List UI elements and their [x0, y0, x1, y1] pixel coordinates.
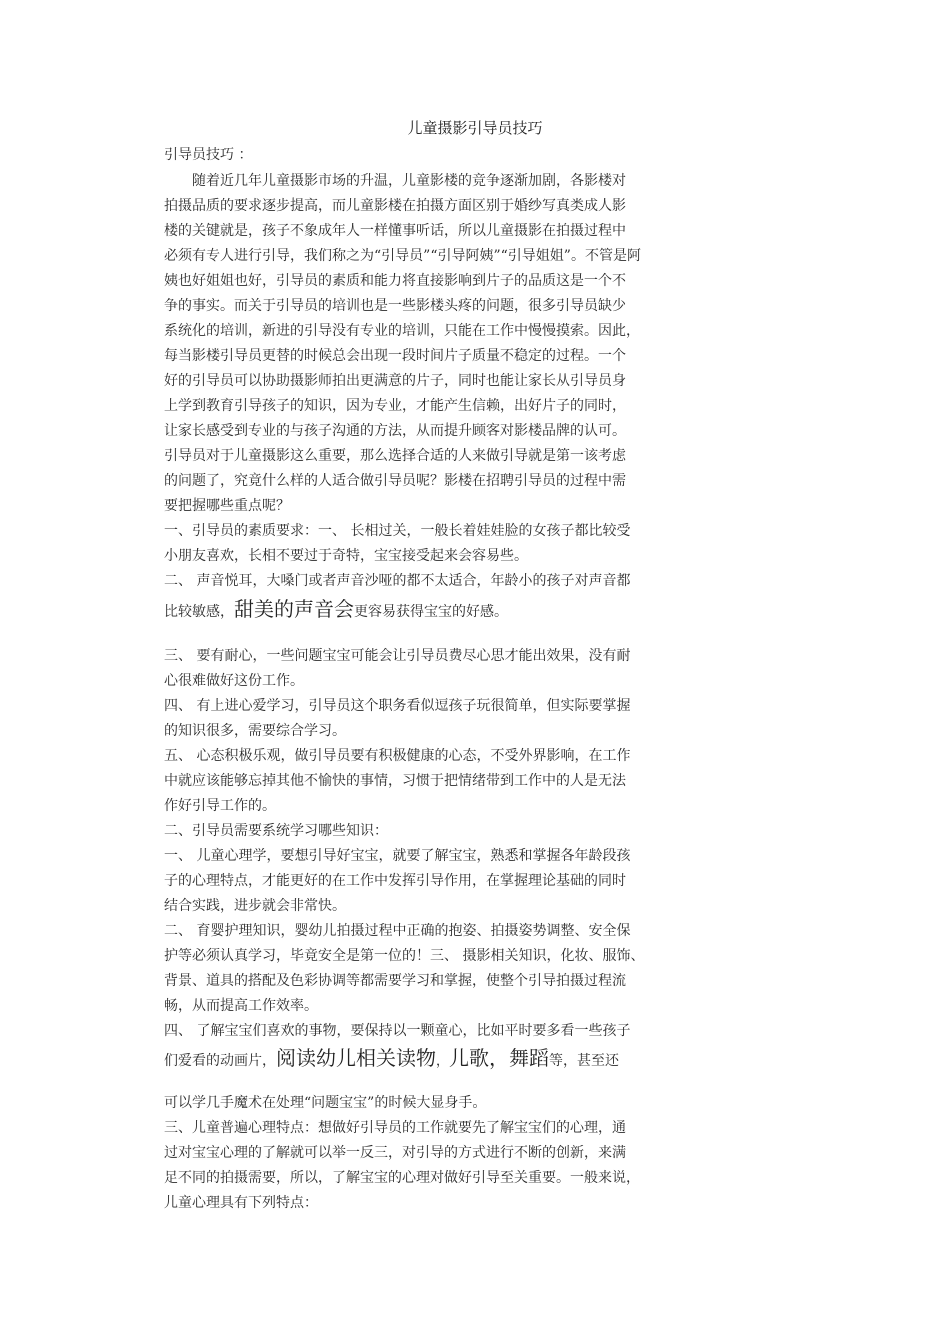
paragraph-line: 的知识很多，需要综合学习。	[164, 723, 346, 739]
mixed-text: 等，甚至还	[549, 1053, 620, 1069]
paragraph-line: 拍摄品质的要求逐步提高，而儿童影楼在拍摄方面区别于婚纱写真类成人影	[164, 198, 626, 214]
paragraph-line: 好的引导员可以协助摄影师拍出更满意的片子，同时也能让家长从引导员身	[164, 373, 626, 389]
paragraph-line: 作好引导工作的。	[164, 798, 276, 814]
paragraph-line: 四、 了解宝宝们喜欢的事物，要保持以一颗童心，比如平时要多看一些孩子	[164, 1023, 631, 1039]
large-text: 儿歌，舞蹈	[449, 1046, 550, 1070]
section-heading-3: 三、儿童普遍心理特点：想做好引导员的工作就要先了解宝宝们的心理，通	[164, 1120, 626, 1136]
mixed-text: 比较敏感，	[164, 604, 234, 620]
paragraph-line: 引导员对于儿童摄影这么重要，那么选择合适的人来做引导就是第一该考虑	[164, 448, 626, 464]
mixed-text: ，	[436, 1054, 450, 1069]
paragraph-line: 畅，从而提高工作效率。	[164, 998, 318, 1014]
paragraph-line: 结合实践，进步就会非常快。	[164, 898, 346, 914]
paragraph-line: 争的事实。而关于引导员的培训也是一些影楼头疼的问题，很多引导员缺少	[164, 298, 626, 314]
mixed-size-line	[164, 1046, 620, 1071]
paragraph-line: 随着近几年儿童摄影市场的升温，儿童影楼的竞争逐渐加剧，各影楼对	[192, 173, 626, 189]
paragraph-line: 一、 儿童心理学，要想引导好宝宝，就要了解宝宝，熟悉和掌握各年龄段孩	[164, 848, 631, 864]
paragraph-line: 四、 有上进心爱学习，引导员这个职务看似逗孩子玩很简单，但实际要掌握	[164, 698, 631, 714]
paragraph-line: 儿童心理具有下列特点：	[164, 1195, 318, 1211]
paragraph-line: 中就应该能够忘掉其他不愉快的事情，习惯于把情绪带到工作中的人是无法	[164, 773, 626, 789]
paragraph-line: 二、 育婴护理知识，婴幼儿拍摄过程中正确的抱姿、拍摄姿势调整、安全保	[164, 923, 631, 939]
paragraph-line: 三、 要有耐心，一些问题宝宝可能会让引导员费尽心思才能出效果，没有耐	[164, 648, 631, 664]
paragraph-line: 背景、道具的搭配及色彩协调等都需要学习和掌握，使整个引导拍摄过程流	[164, 973, 626, 989]
paragraph-line: 系统化的培训，新进的引导没有专业的培训，只能在工作中慢慢摸索。因此，	[164, 323, 640, 339]
paragraph-line: 让家长感受到专业的与孩子沟通的方法，从而提升顾客对影楼品牌的认可。	[164, 423, 626, 439]
paragraph-line: 足不同的拍摄需要，所以，了解宝宝的心理对做好引导至关重要。一般来说，	[164, 1170, 640, 1186]
paragraph-line: 小朋友喜欢，长相不要过于奇特，宝宝接受起来会容易些。	[164, 548, 528, 564]
section-heading-2: 二、引导员需要系统学习哪些知识：	[164, 823, 388, 839]
paragraph-line: 护等必须认真学习，毕竟安全是第一位的！三、 摄影相关知识，化妆、服饰、	[164, 948, 645, 964]
document-title: 儿童摄影引导员技巧	[407, 119, 543, 137]
paragraph-line: 子的心理特点，才能更好的在工作中发挥引导作用，在掌握理论基础的同时	[164, 873, 626, 889]
paragraph-line: 必须有专人进行引导，我们称之为“引导员”“引导阿姨”“引导姐姐”。不管是阿	[164, 248, 641, 264]
mixed-size-line	[164, 597, 508, 621]
paragraph-line: 二、 声音悦耳，大嗓门或者声音沙哑的都不太适合，年龄小的孩子对声音都	[164, 573, 631, 589]
paragraph-line: 可以学几手魔术在处理“问题宝宝”的时候大显身手。	[164, 1095, 487, 1111]
section-heading-1: 一、引导员的素质要求：一、 长相过关，一般长着娃娃脸的女孩子都比较受	[164, 523, 631, 539]
paragraph-line: 楼的关键就是，孩子不象成年人一样懂事听话，所以儿童摄影在拍摄过程中	[164, 223, 626, 239]
paragraph-line: 过对宝宝心理的了解就可以举一反三，对引导的方式进行不断的创新，来满	[164, 1145, 626, 1161]
paragraph-line: 五、 心态积极乐观，做引导员要有积极健康的心态，不受外界影响，在工作	[164, 748, 631, 764]
large-text: 阅读幼儿相关读物	[276, 1046, 436, 1070]
paragraph-line: 要把握哪些重点呢？	[164, 498, 290, 514]
paragraph-line: 每当影楼引导员更替的时候总会出现一段时间片子质量不稳定的过程。一个	[164, 348, 626, 364]
large-text: 甜美的声音会	[234, 597, 354, 621]
mixed-text: 们爱看的动画片，	[164, 1053, 276, 1069]
paragraph-line: 心很难做好这份工作。	[164, 673, 304, 689]
paragraph-line: 姨也好姐姐也好，引导员的素质和能力将直接影响到片子的品质这是一个不	[164, 273, 626, 289]
mixed-text: 更容易获得宝宝的好感。	[354, 604, 508, 620]
paragraph-line: 上学到教育引导孩子的知识，因为专业，才能产生信赖，出好片子的同时，	[164, 398, 626, 414]
paragraph-line: 引导员技巧 ：	[164, 147, 253, 163]
paragraph-line: 的问题了，究竟什么样的人适合做引导员呢？影楼在招聘引导员的过程中需	[164, 473, 626, 489]
